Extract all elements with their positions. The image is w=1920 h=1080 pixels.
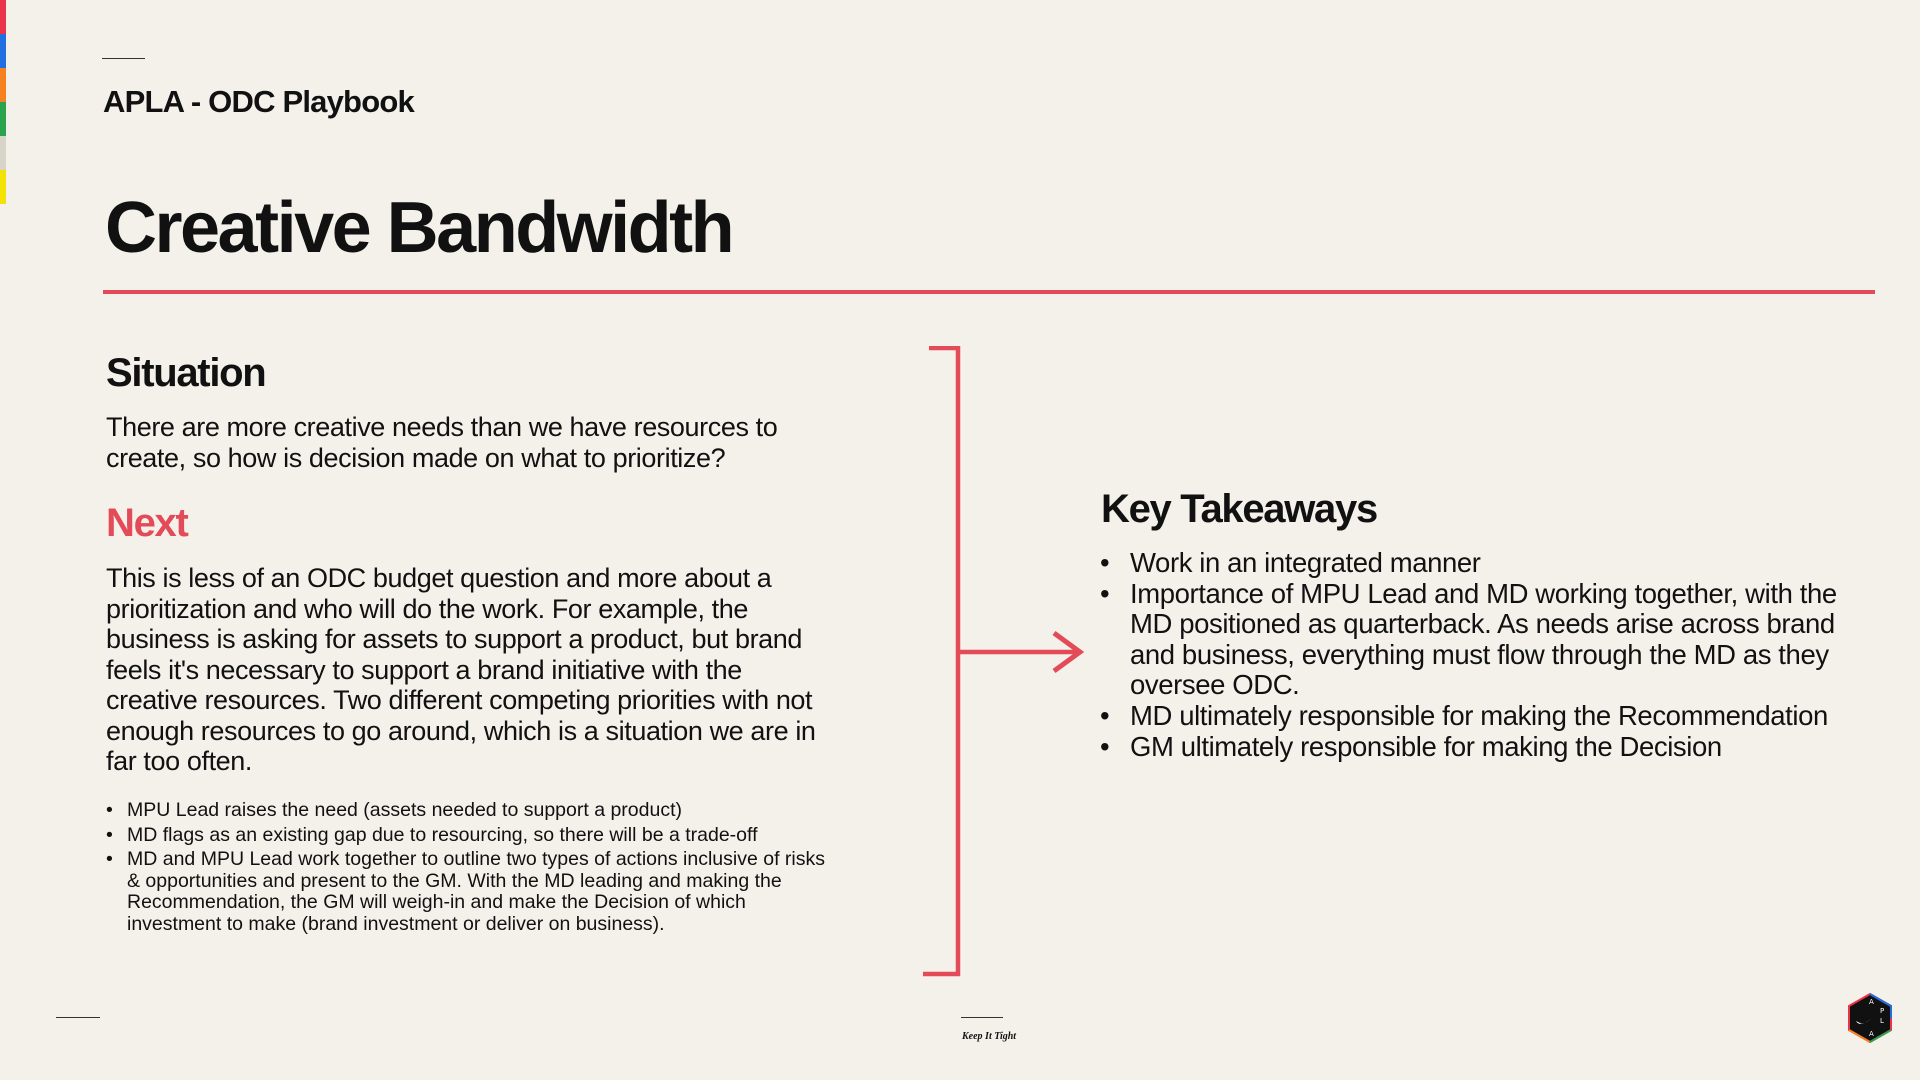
brand-color-strip (0, 0, 6, 204)
list-item: • MD ultimately responsible for making the Recommendation (1100, 701, 1850, 732)
color-swatch-red (0, 0, 6, 34)
color-swatch-grey (0, 136, 6, 170)
key-takeaways-heading: Key Takeaways (1101, 487, 1377, 531)
title-underline (103, 290, 1875, 294)
footer-tagline: Keep It Tight (962, 1031, 1017, 1042)
list-item: • GM ultimately responsible for making the Decision (1100, 732, 1850, 763)
next-heading: Next (106, 501, 188, 545)
document-title: APLA - ODC Playbook (103, 84, 414, 119)
logo-letter: P (1880, 1007, 1885, 1015)
situation-heading: Situation (106, 351, 266, 395)
next-text: This is less of an ODC budget question and more about a prioritization and who will do the work. For example, the business is asking for assets to support a product, but brand feels it's necessary to support a brand initiative with the creative resources. Two different competing priorities with not enough resources to go around, which is a situation we are in far too often. (106, 563, 816, 776)
page-title: Creative Bandwidth (105, 188, 733, 268)
next-bullet-list (106, 800, 826, 938)
header-divider (102, 58, 145, 59)
list-item: • MPU Lead raises the need (assets needed to support a product) (106, 800, 826, 822)
list-item: • Importance of MPU Lead and MD working together, with the MD positioned as quarterback. As needs arise across brand and business, everything must flow through the MD as they oversee ODC. (1100, 579, 1850, 701)
situation-text: There are more creative needs than we have resources to create, so how is decision made on what to prioritize? (106, 412, 778, 473)
color-swatch-orange (0, 68, 6, 102)
color-swatch-green (0, 102, 6, 136)
swoosh-hexagon-logo (1846, 992, 1894, 1044)
bracket-line (923, 348, 958, 974)
bracket-arrow-connector (920, 346, 1090, 980)
logo-letter: A (1869, 1030, 1874, 1038)
color-swatch-yellow (0, 170, 6, 204)
footer-divider-center (961, 1017, 1003, 1018)
list-item: • Work in an integrated manner (1100, 548, 1850, 579)
logo-letter: L (1880, 1017, 1884, 1025)
logo-letter: A (1869, 998, 1874, 1006)
list-item: • MD flags as an existing gap due to resourcing, so there will be a trade-off (106, 825, 826, 847)
key-takeaways-list (1100, 548, 1850, 762)
footer-divider-left (56, 1017, 100, 1018)
list-item: • MD and MPU Lead work together to outline two types of actions inclusive of risks & opportunities and present to the GM. With the MD leading and making the Recommendation, the GM will weigh-in and make the Decision of which investment to make (brand investment or deliver on business). (106, 849, 826, 935)
color-swatch-blue (0, 34, 6, 68)
